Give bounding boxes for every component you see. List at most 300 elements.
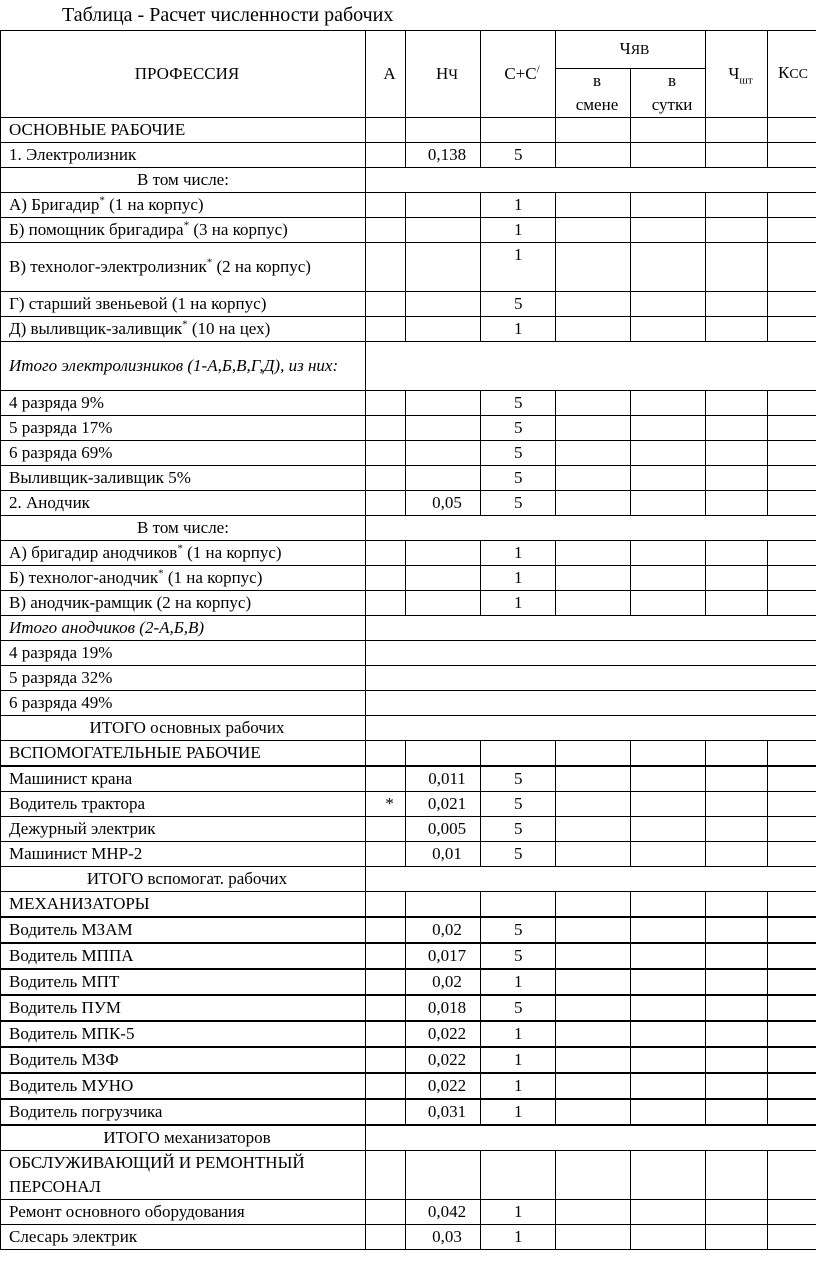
nch-cell	[406, 892, 481, 918]
kss-cell	[768, 892, 816, 918]
profession-cell: ВСПОМОГАТЕЛЬНЫЕ РАБОЧИЕ	[1, 741, 366, 767]
a-cell	[366, 143, 406, 168]
a-cell	[366, 1225, 406, 1250]
a-cell	[366, 491, 406, 516]
nch-cell	[406, 416, 481, 441]
table-row	[1, 969, 816, 995]
a-cell	[366, 766, 406, 792]
table-row	[1, 1047, 816, 1073]
chsht-cell	[706, 243, 768, 292]
nch-cell	[406, 466, 481, 491]
cc-cell: 1	[481, 1225, 556, 1250]
nch-cell	[406, 317, 481, 342]
kss-cell	[768, 766, 816, 792]
chsht-cell	[706, 491, 768, 516]
nch-cell	[406, 541, 481, 566]
chsht-cell	[706, 143, 768, 168]
profession-cell: Д) выливщик-заливщик* (10 на цех)	[1, 317, 366, 342]
a-cell	[366, 416, 406, 441]
a-cell	[366, 1151, 406, 1200]
profession-cell: Водитель МЗАМ	[1, 917, 366, 943]
per-day-cell	[631, 1099, 706, 1125]
per-shift-cell	[556, 218, 631, 243]
table-row	[1, 516, 816, 541]
per-day-cell	[631, 1200, 706, 1225]
kss-cell	[768, 917, 816, 943]
cc-cell	[481, 741, 556, 767]
a-cell	[366, 118, 406, 143]
per-shift-cell	[556, 143, 631, 168]
profession-cell: ОСНОВНЫЕ РАБОЧИЕ	[1, 118, 366, 143]
per-day-cell	[631, 1021, 706, 1047]
table-row	[1, 995, 816, 1021]
per-shift-cell	[556, 541, 631, 566]
chsht-cell	[706, 969, 768, 995]
nch-cell: 0,022	[406, 1073, 481, 1099]
nch-cell: 0,021	[406, 792, 481, 817]
nch-cell	[406, 193, 481, 218]
cc-cell: 5	[481, 817, 556, 842]
table-row	[1, 317, 816, 342]
chsht-cell	[706, 118, 768, 143]
nch-cell: 0,017	[406, 943, 481, 969]
profession-cell: Слесарь электрик	[1, 1225, 366, 1250]
per-day-cell	[631, 1151, 706, 1200]
profession-cell: 4 разряда 19%	[1, 641, 366, 666]
kss-cell	[768, 1073, 816, 1099]
per-day-cell	[631, 766, 706, 792]
per-shift-cell	[556, 1225, 631, 1250]
per-shift-cell	[556, 416, 631, 441]
profession-cell: Б) помощник бригадира* (3 на корпус)	[1, 218, 366, 243]
a-cell	[366, 541, 406, 566]
cc-cell: 5	[481, 766, 556, 792]
cc-cell: 1	[481, 566, 556, 591]
per-day-cell	[631, 892, 706, 918]
chsht-cell	[706, 817, 768, 842]
a-cell	[366, 842, 406, 867]
nch-cell: 0,022	[406, 1047, 481, 1073]
table-row	[1, 792, 816, 817]
a-cell	[366, 1073, 406, 1099]
a-cell	[366, 1047, 406, 1073]
nch-cell: 0,018	[406, 995, 481, 1021]
chsht-cell	[706, 1073, 768, 1099]
a-cell	[366, 292, 406, 317]
header-per-day: в сутки	[631, 69, 706, 118]
kss-cell	[768, 491, 816, 516]
chsht-cell	[706, 566, 768, 591]
cc-cell: 1	[481, 1021, 556, 1047]
cc-cell: 5	[481, 943, 556, 969]
header-kss: КСС	[768, 31, 816, 118]
chsht-cell	[706, 193, 768, 218]
per-day-cell	[631, 817, 706, 842]
a-cell	[366, 817, 406, 842]
a-cell	[366, 943, 406, 969]
kss-cell	[768, 1225, 816, 1250]
table-row	[1, 616, 816, 641]
kss-cell	[768, 842, 816, 867]
a-cell	[366, 317, 406, 342]
profession-cell: В) анодчик-рамщик (2 на корпус)	[1, 591, 366, 616]
per-shift-cell	[556, 1047, 631, 1073]
kss-cell	[768, 1047, 816, 1073]
per-day-cell	[631, 566, 706, 591]
table-row	[1, 218, 816, 243]
per-shift-cell	[556, 766, 631, 792]
profession-cell: Ремонт основного оборудования	[1, 1200, 366, 1225]
per-shift-cell	[556, 491, 631, 516]
kss-cell	[768, 541, 816, 566]
cc-cell	[481, 1151, 556, 1200]
kss-cell	[768, 995, 816, 1021]
chsht-cell	[706, 218, 768, 243]
a-cell	[366, 441, 406, 466]
chsht-cell	[706, 541, 768, 566]
table-row	[1, 193, 816, 218]
per-day-cell	[631, 118, 706, 143]
header-nch: НЧ	[406, 31, 481, 118]
kss-cell	[768, 566, 816, 591]
cc-cell: 1	[481, 1047, 556, 1073]
profession-cell: А) бригадир анодчиков* (1 на корпус)	[1, 541, 366, 566]
cc-cell: 5	[481, 391, 556, 416]
per-shift-cell	[556, 792, 631, 817]
a-cell	[366, 741, 406, 767]
table-row	[1, 566, 816, 591]
profession-cell: Итого анодчиков (2-А,Б,В)	[1, 616, 366, 641]
per-shift-cell	[556, 292, 631, 317]
per-day-cell	[631, 943, 706, 969]
cc-cell: 1	[481, 218, 556, 243]
table-row	[1, 491, 816, 516]
table-row	[1, 168, 816, 193]
per-shift-cell	[556, 969, 631, 995]
table-row	[1, 391, 816, 416]
kss-cell	[768, 317, 816, 342]
profession-cell: МЕХАНИЗАТОРЫ	[1, 892, 366, 918]
kss-cell	[768, 792, 816, 817]
per-day-cell	[631, 292, 706, 317]
kss-cell	[768, 1021, 816, 1047]
table-row	[1, 342, 816, 391]
kss-cell	[768, 1099, 816, 1125]
per-shift-cell	[556, 317, 631, 342]
per-day-cell	[631, 741, 706, 767]
chsht-cell	[706, 766, 768, 792]
per-day-cell	[631, 317, 706, 342]
chsht-cell	[706, 591, 768, 616]
profession-cell: Водитель ПУМ	[1, 995, 366, 1021]
table-row	[1, 1151, 816, 1200]
kss-cell	[768, 969, 816, 995]
nch-cell	[406, 1151, 481, 1200]
empty-span-cell	[366, 342, 816, 391]
per-day-cell	[631, 466, 706, 491]
profession-cell: 4 разряда 9%	[1, 391, 366, 416]
nch-cell: 0,01	[406, 842, 481, 867]
a-cell	[366, 917, 406, 943]
a-cell	[366, 1200, 406, 1225]
nch-cell	[406, 218, 481, 243]
empty-span-cell	[366, 1125, 816, 1151]
per-shift-cell	[556, 466, 631, 491]
nch-cell	[406, 118, 481, 143]
per-day-cell	[631, 218, 706, 243]
empty-span-cell	[366, 168, 816, 193]
table-row	[1, 741, 816, 767]
cc-cell: 1	[481, 1099, 556, 1125]
header-per-shift: в смене	[556, 69, 631, 118]
nch-cell: 0,02	[406, 917, 481, 943]
nch-cell: 0,02	[406, 969, 481, 995]
nch-cell: 0,022	[406, 1021, 481, 1047]
table-row	[1, 1073, 816, 1099]
profession-cell: А) Бригадир* (1 на корпус)	[1, 193, 366, 218]
per-day-cell	[631, 391, 706, 416]
profession-cell: В том числе:	[1, 516, 366, 541]
per-shift-cell	[556, 842, 631, 867]
table-row	[1, 118, 816, 143]
header-chyav: ЧЯВ	[556, 31, 706, 69]
chsht-cell	[706, 292, 768, 317]
nch-cell: 0,138	[406, 143, 481, 168]
profession-cell: ИТОГО основных рабочих	[1, 716, 366, 741]
per-shift-cell	[556, 817, 631, 842]
table-row	[1, 917, 816, 943]
kss-cell	[768, 391, 816, 416]
profession-cell: В) технолог-электролизник* (2 на корпус)	[1, 243, 366, 292]
chsht-cell	[706, 792, 768, 817]
kss-cell	[768, 441, 816, 466]
a-cell	[366, 1099, 406, 1125]
per-day-cell	[631, 591, 706, 616]
per-shift-cell	[556, 741, 631, 767]
profession-cell: Машинист МНР-2	[1, 842, 366, 867]
cc-cell: 1	[481, 243, 556, 292]
per-shift-cell	[556, 943, 631, 969]
table-row	[1, 892, 816, 918]
table-row	[1, 716, 816, 741]
chsht-cell	[706, 1200, 768, 1225]
per-shift-cell	[556, 1099, 631, 1125]
chsht-cell	[706, 391, 768, 416]
per-day-cell	[631, 193, 706, 218]
profession-cell: ОБСЛУЖИВАЮЩИЙ И РЕМОНТНЫЙ ПЕРСОНАЛ	[1, 1151, 366, 1200]
per-shift-cell	[556, 1021, 631, 1047]
cc-cell	[481, 892, 556, 918]
per-shift-cell	[556, 917, 631, 943]
per-shift-cell	[556, 566, 631, 591]
per-day-cell	[631, 969, 706, 995]
cc-cell: 5	[481, 842, 556, 867]
chsht-cell	[706, 892, 768, 918]
nch-cell: 0,042	[406, 1200, 481, 1225]
nch-cell: 0,031	[406, 1099, 481, 1125]
workforce-table	[0, 30, 816, 1250]
header-a: А	[366, 31, 406, 118]
nch-cell	[406, 741, 481, 767]
a-cell	[366, 995, 406, 1021]
nch-cell	[406, 292, 481, 317]
per-day-cell	[631, 541, 706, 566]
profession-cell: Водитель МУНО	[1, 1073, 366, 1099]
header-cc: С+С/	[481, 31, 556, 118]
kss-cell	[768, 292, 816, 317]
per-shift-cell	[556, 193, 631, 218]
per-day-cell	[631, 143, 706, 168]
a-cell	[366, 466, 406, 491]
nch-cell	[406, 566, 481, 591]
table-row	[1, 641, 816, 666]
table-row	[1, 591, 816, 616]
chsht-cell	[706, 917, 768, 943]
cc-cell: 1	[481, 591, 556, 616]
profession-cell: 1. Электролизник	[1, 143, 366, 168]
chsht-cell	[706, 1225, 768, 1250]
table-row	[1, 541, 816, 566]
chsht-cell	[706, 741, 768, 767]
a-cell: *	[366, 792, 406, 817]
profession-cell: ИТОГО вспомогат. рабочих	[1, 867, 366, 892]
chsht-cell	[706, 1099, 768, 1125]
profession-cell: Водитель МПК-5	[1, 1021, 366, 1047]
table-row	[1, 1099, 816, 1125]
kss-cell	[768, 218, 816, 243]
chsht-cell	[706, 317, 768, 342]
per-shift-cell	[556, 391, 631, 416]
header-profession: ПРОФЕССИЯ	[1, 31, 366, 118]
chsht-cell	[706, 1151, 768, 1200]
kss-cell	[768, 943, 816, 969]
profession-cell: ИТОГО механизаторов	[1, 1125, 366, 1151]
kss-cell	[768, 118, 816, 143]
cc-cell	[481, 118, 556, 143]
chsht-cell	[706, 441, 768, 466]
cc-cell: 1	[481, 193, 556, 218]
profession-cell: 5 разряда 17%	[1, 416, 366, 441]
kss-cell	[768, 243, 816, 292]
table-row	[1, 1225, 816, 1250]
cc-cell: 5	[481, 917, 556, 943]
table-caption: Таблица - Расчет численности рабочих	[62, 4, 394, 26]
table-row	[1, 1125, 816, 1151]
cc-cell: 5	[481, 995, 556, 1021]
table-row	[1, 143, 816, 168]
table-row	[1, 867, 816, 892]
profession-cell: Водитель погрузчика	[1, 1099, 366, 1125]
kss-cell	[768, 416, 816, 441]
per-shift-cell	[556, 1073, 631, 1099]
empty-span-cell	[366, 516, 816, 541]
per-day-cell	[631, 491, 706, 516]
kss-cell	[768, 817, 816, 842]
profession-cell: Водитель МППА	[1, 943, 366, 969]
kss-cell	[768, 1151, 816, 1200]
profession-cell: 5 разряда 32%	[1, 666, 366, 691]
cc-cell: 5	[481, 466, 556, 491]
table-row	[1, 441, 816, 466]
chsht-cell	[706, 842, 768, 867]
a-cell	[366, 969, 406, 995]
chsht-cell	[706, 1021, 768, 1047]
profession-cell: Водитель трактора	[1, 792, 366, 817]
table-row	[1, 691, 816, 716]
per-shift-cell	[556, 243, 631, 292]
a-cell	[366, 218, 406, 243]
kss-cell	[768, 193, 816, 218]
kss-cell	[768, 1200, 816, 1225]
cc-cell: 5	[481, 292, 556, 317]
per-day-cell	[631, 917, 706, 943]
profession-cell: Водитель МЗФ	[1, 1047, 366, 1073]
profession-cell: 6 разряда 49%	[1, 691, 366, 716]
empty-span-cell	[366, 867, 816, 892]
per-day-cell	[631, 243, 706, 292]
a-cell	[366, 591, 406, 616]
profession-cell: Итого электролизников (1-А,Б,В,Г,Д), из них:	[1, 342, 366, 391]
per-shift-cell	[556, 441, 631, 466]
table-row	[1, 466, 816, 491]
cc-cell: 1	[481, 1200, 556, 1225]
profession-cell: 6 разряда 69%	[1, 441, 366, 466]
empty-span-cell	[366, 716, 816, 741]
per-shift-cell	[556, 995, 631, 1021]
per-day-cell	[631, 1225, 706, 1250]
nch-cell	[406, 243, 481, 292]
profession-cell: Машинист крана	[1, 766, 366, 792]
kss-cell	[768, 466, 816, 491]
kss-cell	[768, 591, 816, 616]
per-day-cell	[631, 416, 706, 441]
cc-cell: 1	[481, 541, 556, 566]
table-body	[1, 118, 816, 1250]
profession-cell: Б) технолог-анодчик* (1 на корпус)	[1, 566, 366, 591]
cc-cell: 5	[481, 491, 556, 516]
chsht-cell	[706, 943, 768, 969]
table-row	[1, 1021, 816, 1047]
chsht-cell	[706, 466, 768, 491]
per-shift-cell	[556, 591, 631, 616]
nch-cell	[406, 391, 481, 416]
kss-cell	[768, 741, 816, 767]
cc-cell: 5	[481, 792, 556, 817]
empty-span-cell	[366, 616, 816, 641]
chsht-cell	[706, 1047, 768, 1073]
per-day-cell	[631, 995, 706, 1021]
per-day-cell	[631, 1073, 706, 1099]
header-chsht: $Ч_{шт}$	[706, 31, 768, 118]
empty-span-cell	[366, 666, 816, 691]
profession-cell: 2. Анодчик	[1, 491, 366, 516]
profession-cell: Дежурный электрик	[1, 817, 366, 842]
empty-span-cell	[366, 691, 816, 716]
table-row	[1, 817, 816, 842]
cc-cell: 1	[481, 1073, 556, 1099]
per-shift-cell	[556, 892, 631, 918]
per-day-cell	[631, 441, 706, 466]
per-shift-cell	[556, 1200, 631, 1225]
a-cell	[366, 243, 406, 292]
per-shift-cell	[556, 118, 631, 143]
profession-cell: В том числе:	[1, 168, 366, 193]
table-row	[1, 243, 816, 292]
nch-cell: 0,011	[406, 766, 481, 792]
table-row	[1, 766, 816, 792]
table-row	[1, 666, 816, 691]
cc-cell: 1	[481, 317, 556, 342]
